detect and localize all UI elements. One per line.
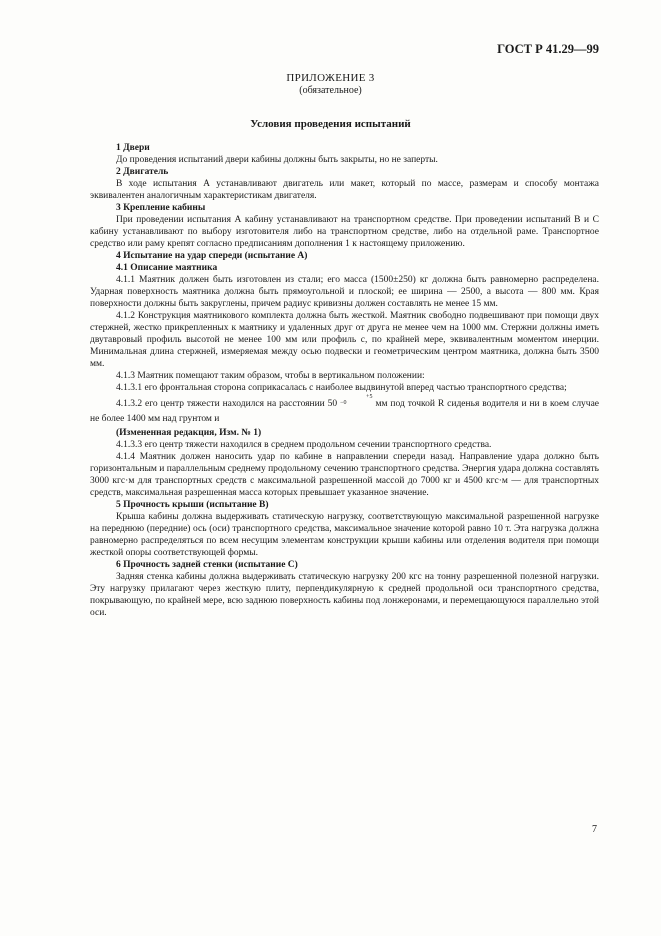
appendix-subtitle: (обязательное) xyxy=(299,85,362,96)
section-3-text: При проведении испытания А кабину устанавливают на транспортном средстве. При проведении испытаний В и С кабину устанавливают по выбору изготовителя либо на транспортном средстве, либо на отдельной раме. Транспортное средство или раму крепят согласно предписаниям дополнения 1 к настоящему приложению. xyxy=(90,215,599,249)
main-title: Условия проведения испытаний xyxy=(250,118,411,130)
paragraph-4-1-4: 4.1.4 Маятник должен наносить удар по кабине в направлении спереди назад. Направление удара должно быть горизонтальным и параллельным среднему продольному сечению транспортного средства. Энергия удара должна составлять 3000 кгс·м для транспортных средств с максимальной разрешенной массой до 7000 кг и 4500 кгс·м — для транспортных средств, максимальная разрешенная масса которых превышает указанное значение. xyxy=(90,452,599,498)
paragraph-4-1-3-2 xyxy=(90,394,599,427)
document-code: ГОСТ Р 41.29—99 xyxy=(497,42,599,56)
tolerance-minus: −0 xyxy=(340,400,347,406)
section-5-text: Крыша кабины должна выдерживать статическую нагрузку, соответствующую максимальной разрешенной нагрузке на переднюю (передние) ось (оси) транспортного средства, максимальное значение которой равно 10 т. Эта нагрузка должна равномерно распределяться по всем несущим элементам конструкции крыши кабины или отделения водителя при помощи жесткой опоры соответствующей формы. xyxy=(90,512,599,558)
tolerance-plus: +5 xyxy=(366,394,373,400)
section-4-1-heading: 4.1 Описание маятника xyxy=(116,263,218,273)
section-6-text: Задняя стенка кабины должна выдерживать статическую нагрузку 200 кгс на тонну разрешенной полезной нагрузки. Эту нагрузку прилагают через жесткую плиту, перпендикулярную к средней продольной оси транспортного средства, покрывающую, по крайней мере, всю заднюю поверхность кабины под лонжеронами, и перемещающуюся параллельно этой оси. xyxy=(90,572,599,618)
page-number: 7 xyxy=(592,824,597,835)
section-3-heading: 3 Крепление кабины xyxy=(116,203,206,213)
document-body xyxy=(90,142,599,619)
section-1-heading: 1 Двери xyxy=(116,143,150,153)
edition-note: (Измененная редакция, Изм. № 1) xyxy=(116,428,262,438)
paragraph-4-1-3-2-start: 4.1.3.2 его центр тяжести находился на расстоянии 50 xyxy=(116,399,338,409)
section-2-text: В ходе испытания А устанавливают двигатель или макет, который по массе, размерам и способу монтажа эквивалентен аналогичным характеристикам двигателя. xyxy=(90,179,599,201)
tolerance xyxy=(340,394,372,406)
paragraph-4-1-3-1: 4.1.3.1 его фронтальная сторона соприкасалась с наиболее выдвинутой вперед частью транспортного средства; xyxy=(116,383,567,393)
paragraph-4-1-3-3: 4.1.3.3 его центр тяжести находился в среднем продольном сечении транспортного средства. xyxy=(116,440,492,450)
paragraph-4-1-3-2-end: мм под точкой R сиденья водителя и ни в коем случае не более 1400 мм над грунтом и xyxy=(90,399,600,424)
paragraph-4-1-2: 4.1.2 Конструкция маятникового комплекта должна быть жесткой. Маятник свободно подвешивают при помощи двух стержней, жестко прикрепленных к маятнику и удаленных друг от друга не менее чем на 1000 мм. Стержни должны иметь двутавровый профиль высотой не менее 100 мм или профиль с, по крайней мере, эквивалентным моментом инерции. Минимальная длина стержней, измеряемая между осью подвески и геометрическим центром маятника, должна быть 3500 мм. xyxy=(90,311,599,369)
paragraph-4-1-3: 4.1.3 Маятник помещают таким образом, чтобы в вертикальном положении: xyxy=(116,371,425,381)
section-2-heading: 2 Двигатель xyxy=(116,167,169,177)
appendix-title: ПРИЛОЖЕНИЕ 3 xyxy=(286,72,375,84)
paragraph-4-1-1: 4.1.1 Маятник должен быть изготовлен из стали; его масса (1500±250) кг должна быть равномерно распределена. Ударная поверхность маятника должна быть прямоугольной и плоской; ее ширина — 2500, а высота — 800 мм. Края поверхности должны быть закруглены, причем радиус кривизны должен составлять не менее 15 мм. xyxy=(90,275,599,309)
section-4-heading: 4 Испытание на удар спереди (испытание А) xyxy=(116,251,308,261)
section-1-text: До проведения испытаний двери кабины должны быть закрыты, но не заперты. xyxy=(116,155,438,165)
section-5-heading: 5 Прочность крыши (испытание В) xyxy=(116,500,269,510)
section-6-heading: 6 Прочность задней стенки (испытание С) xyxy=(116,560,298,570)
